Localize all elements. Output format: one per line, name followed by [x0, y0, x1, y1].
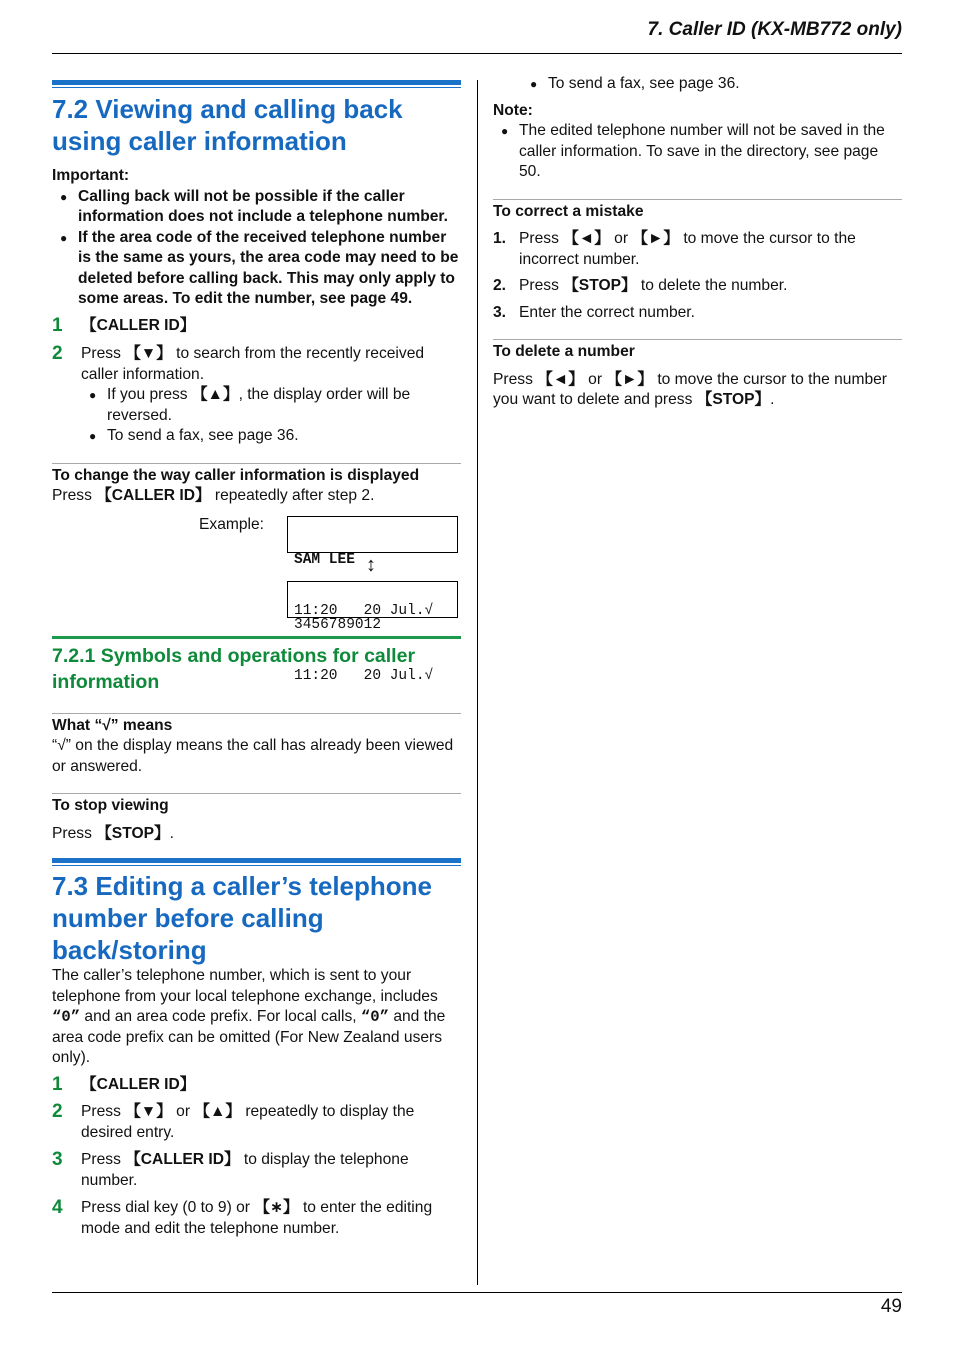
section-bar — [52, 858, 461, 863]
footer-rule — [52, 1292, 902, 1293]
toggle-arrow-icon: ↕ — [366, 553, 376, 576]
section-bar — [52, 80, 461, 85]
important-label: Important: — [52, 167, 130, 184]
step-2: 2 Press 【▼】 to search from the recently received caller information. — [52, 343, 425, 383]
important-item-2: ● If the area code of the received telephone number is the same as yours, the area code may need to be deleted before calling back. This may only apply to some areas. To edit the number, see page 49. — [52, 228, 461, 310]
stop-heading: To stop viewing — [52, 797, 169, 814]
correct-heading: To correct a mistake — [493, 202, 644, 220]
step-1: 1 【CALLER ID】 — [52, 314, 196, 336]
note-item: ● The edited telephone number will not be saved in the caller information. To save in the directory, see page 50. — [493, 121, 902, 183]
section-7-3-title: 7.3 Editing a caller’s telephone number before calling back/storing — [52, 871, 433, 965]
edit-step-1: 1 【CALLER ID】 — [52, 1073, 196, 1095]
edit-step-4: 4 Press dial key (0 to 9) or 【∗】 to enter the editing mode and edit the telephone number. — [52, 1197, 433, 1237]
note-label: Note: — [493, 101, 533, 119]
important-item-1: ● Calling back will not be possible if the caller information does not include a telephone number. — [52, 187, 461, 228]
section-7-2-title: 7.2 Viewing and calling back using caller information — [52, 94, 403, 156]
left-column — [52, 80, 461, 1239]
what-heading: What “√” means — [52, 716, 173, 734]
what-text: “√” on the display means the call has already been viewed or answered. — [52, 737, 454, 775]
step-2-bullet-2: ● To send a fax, see page 36. — [52, 426, 461, 447]
intro-text: The caller’s telephone number, which is sent to your telephone from your local telephone exchange, includes “0” and an area code prefix. For local calls, “0” and the area code prefix can be omitted (For New Zealand users only). — [52, 967, 446, 1066]
delete-text: Press 【◄】 or 【►】 to move the cursor to the number you want to delete and press 【STOP】. — [493, 370, 888, 408]
fax-bullet: ● To send a fax, see page 36. — [493, 74, 902, 95]
delete-heading: To delete a number — [493, 343, 635, 360]
example-label: Example: — [199, 515, 265, 533]
section-7-2-1-title: 7.2.1 Symbols and operations for caller information — [52, 644, 416, 693]
lcd-display-name: SAM LEE 11:20 20 Jul.√ — [287, 516, 458, 553]
correct-step-3: 3. Enter the correct number. — [493, 303, 695, 321]
up-key: 【▲】 — [191, 386, 239, 403]
correct-step-1: 1. Press 【◄】 or 【►】 to move the cursor to the incorrect number. — [493, 230, 856, 268]
change-text: Press 【CALLER ID】 repeatedly after step 2. — [52, 487, 375, 504]
edit-step-3: 3 Press 【CALLER ID】 to display the telephone number. — [52, 1149, 409, 1189]
change-heading: To change the way caller information is displayed — [52, 466, 420, 484]
page-number: 49 — [880, 1296, 902, 1317]
header-rule — [52, 53, 902, 54]
right-column — [493, 74, 902, 411]
column-divider — [477, 80, 478, 1285]
step-2-bullet-1: ● If you press 【▲】, the display order will be reversed. — [52, 385, 461, 426]
correct-step-2: 2. Press 【STOP】 to delete the number. — [493, 277, 788, 294]
down-key: 【▼】 — [125, 345, 172, 362]
stop-text: Press 【STOP】. — [52, 824, 174, 842]
edit-step-2: 2 Press 【▼】 or 【▲】 repeatedly to display the desired entry. — [52, 1101, 415, 1141]
chapter-title: 7. Caller ID (KX-MB772 only) — [647, 19, 902, 40]
lcd-display-number: 3456789012 11:20 20 Jul.√ — [287, 581, 458, 618]
